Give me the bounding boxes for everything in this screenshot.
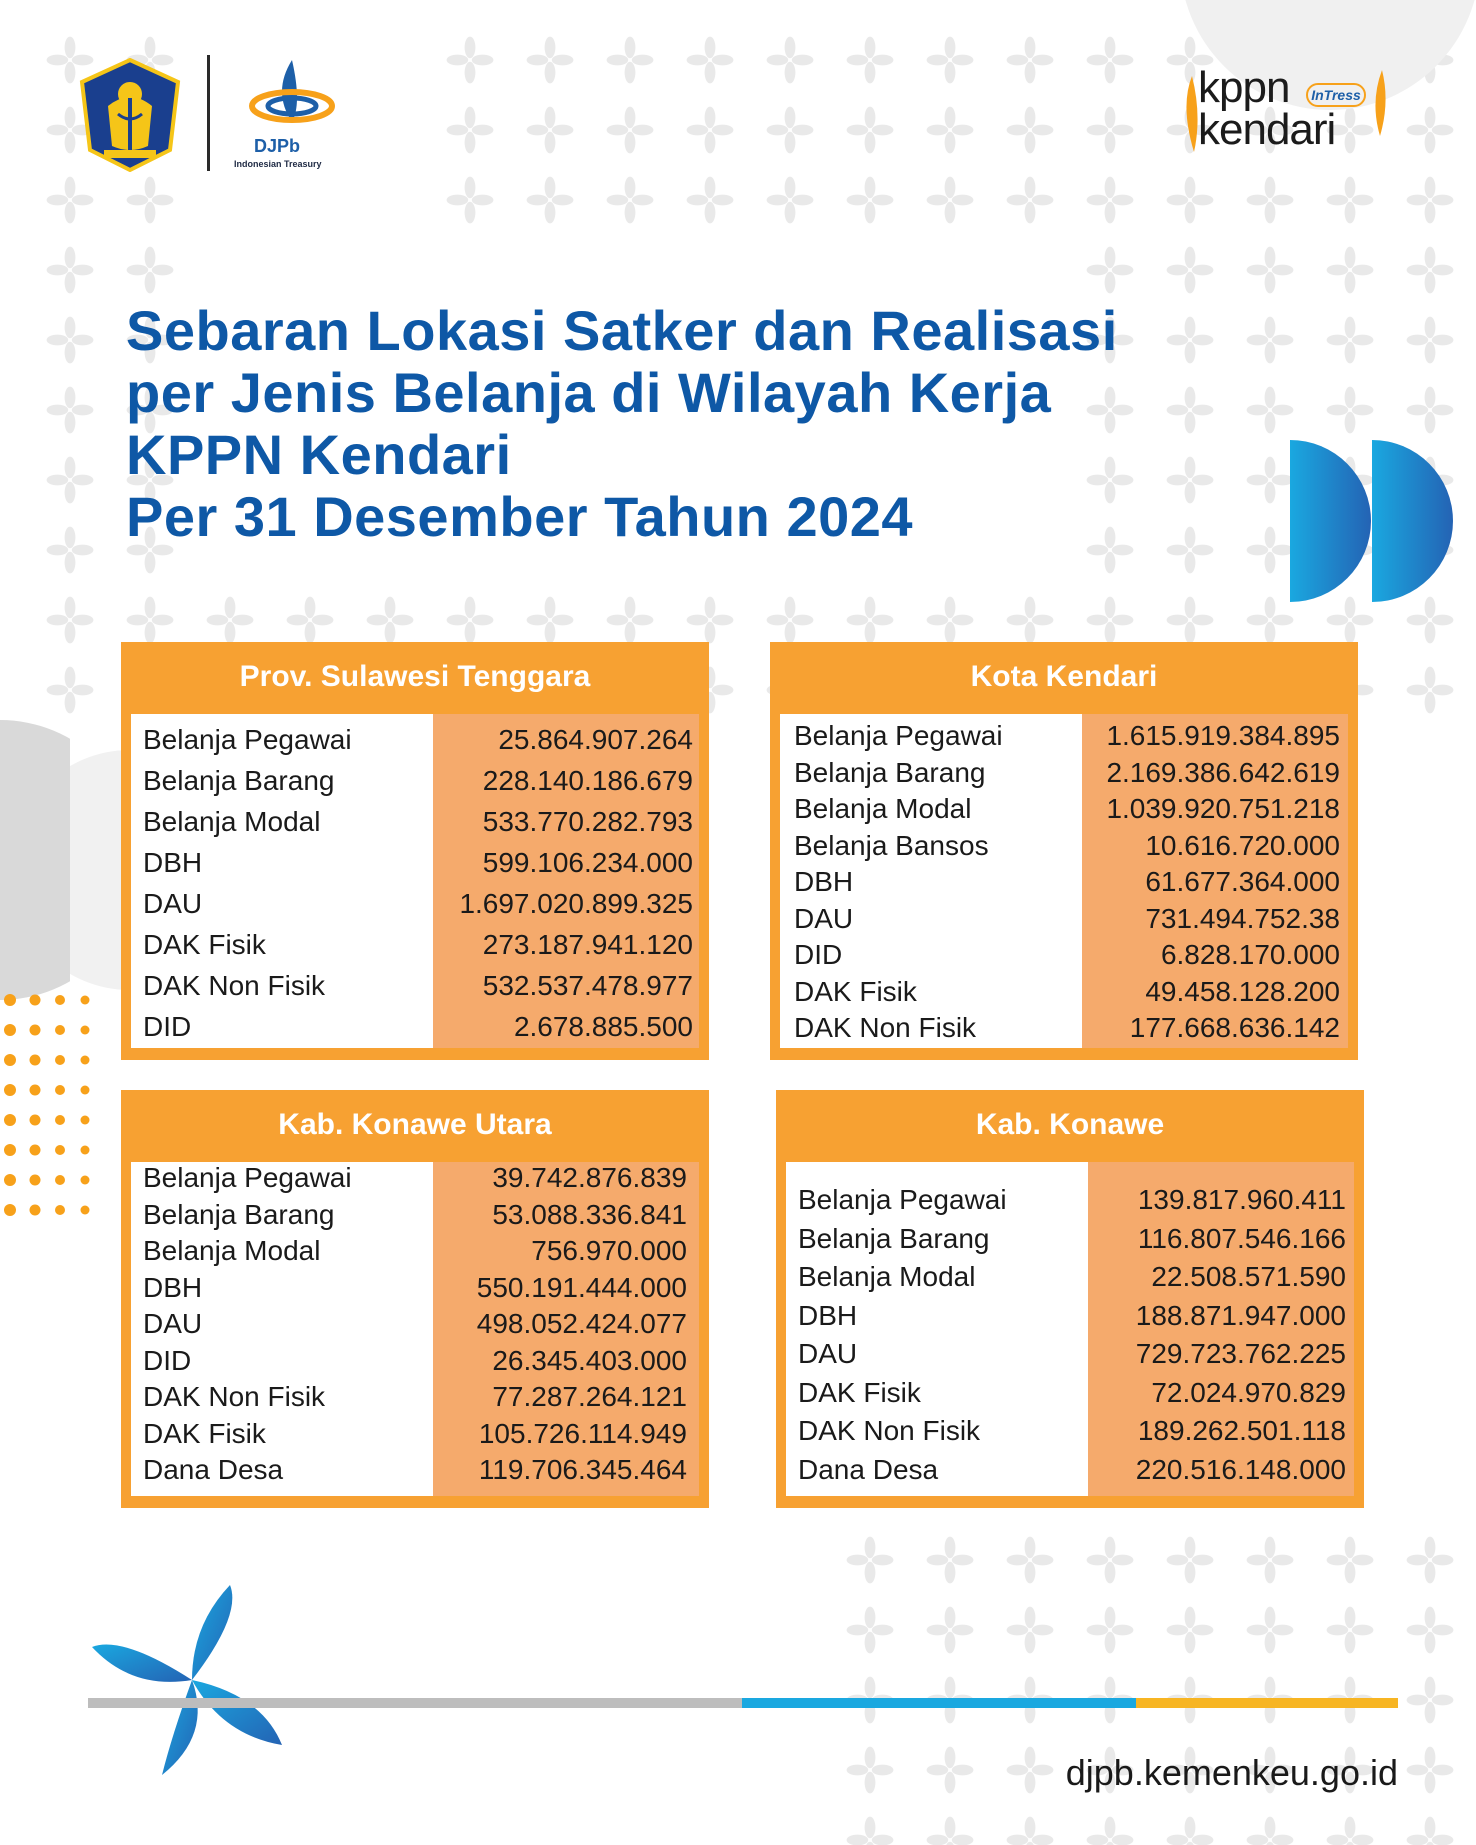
- title-line-2: per Jenis Belanja di Wilayah Kerja: [126, 361, 1052, 424]
- row-label: Belanja Modal: [794, 793, 972, 824]
- row-label: DAK Fisik: [143, 929, 266, 960]
- row-label: Belanja Modal: [143, 1235, 321, 1266]
- row-value: 177.668.636.142: [1129, 1012, 1340, 1043]
- row-value: 1.697.020.899.325: [459, 888, 693, 919]
- row-label: DID: [143, 1011, 192, 1042]
- row-label: Belanja Bansos: [794, 829, 989, 861]
- row-label: Dana Desa: [143, 1454, 284, 1485]
- row-value: 1.039.920.751.218: [1106, 793, 1340, 824]
- row-label: DBH: [143, 847, 203, 878]
- row-value: 105.726.114.949: [478, 1417, 687, 1449]
- decorative-dots: [0, 990, 110, 1390]
- row-label: DAU: [143, 888, 203, 919]
- row-value: 26.345.403.000: [492, 1344, 687, 1376]
- kppn-word: kppn: [1198, 63, 1290, 112]
- row-value: 498.052.424.077: [476, 1308, 687, 1339]
- card-title: Kab. Konawe: [975, 1108, 1165, 1141]
- row-value: 550.191.444.000: [476, 1271, 687, 1303]
- row-value: 188.871.947.000: [1135, 1299, 1346, 1331]
- row-value: 756.970.000: [531, 1235, 687, 1266]
- row-label: DBH: [143, 1271, 203, 1303]
- title-line-4: Per 31 Desember Tahun 2024: [126, 485, 914, 548]
- row-value: 6.828.170.000: [1160, 939, 1340, 970]
- row-value: 2.169.386.642.619: [1106, 756, 1340, 788]
- card-title: Kota Kendari: [970, 660, 1158, 693]
- row-value: 729.723.762.225: [1135, 1338, 1346, 1369]
- row-label: Belanja Modal: [143, 806, 321, 837]
- row-label: Belanja Barang: [798, 1222, 990, 1254]
- row-value: 72.024.970.829: [1151, 1376, 1346, 1408]
- row-label: DBH: [794, 866, 854, 897]
- row-value: 599.106.234.000: [482, 847, 693, 878]
- row-label: Dana Desa: [798, 1453, 939, 1485]
- row-value: 533.770.282.793: [482, 806, 693, 837]
- title-line-3: KPPN Kendari: [126, 423, 512, 486]
- row-label: DAK Non Fisik: [143, 1381, 326, 1412]
- row-label: DAU: [143, 1308, 203, 1339]
- row-value: 731.494.752.38: [1145, 902, 1340, 934]
- logo-divider: [207, 55, 210, 171]
- row-label: DAU: [794, 902, 854, 934]
- row-value: 61.677.364.000: [1145, 866, 1340, 897]
- card-title: Prov. Sulawesi Tenggara: [239, 660, 591, 693]
- row-label: DAK Fisik: [798, 1376, 921, 1408]
- djpb-tagline: Indonesian Treasury: [234, 159, 322, 169]
- row-label: DBH: [798, 1299, 858, 1331]
- card-kab-konawe: [776, 1090, 1364, 1508]
- row-value: 189.262.501.118: [1137, 1415, 1346, 1446]
- row-label: DAK Non Fisik: [143, 970, 326, 1001]
- card-kota-kendari: [770, 642, 1358, 1060]
- decorative-circle: [0, 720, 70, 1000]
- row-value: 49.458.128.200: [1145, 975, 1340, 1007]
- card-title: Kab. Konawe Utara: [278, 1108, 552, 1141]
- row-value: 10.616.720.000: [1145, 829, 1340, 861]
- row-value: 532.537.478.977: [482, 970, 693, 1001]
- djpb-name: DJPb: [254, 136, 301, 156]
- row-value: 228.140.186.679: [482, 765, 693, 796]
- intress-badge: InTress: [1306, 83, 1366, 107]
- row-value: 1.615.919.384.895: [1106, 720, 1340, 751]
- row-label: DAK Non Fisik: [794, 1012, 977, 1043]
- row-label: DAK Fisik: [794, 975, 917, 1007]
- row-label: DID: [143, 1344, 192, 1376]
- card-table: [131, 1162, 699, 1496]
- row-value: 139.817.960.411: [1137, 1184, 1346, 1215]
- card-table: [780, 714, 1348, 1048]
- row-label: DAK Fisik: [143, 1417, 266, 1449]
- footer-bar-gray: [88, 1698, 742, 1708]
- row-value: 273.187.941.120: [482, 929, 693, 960]
- play-shapes-icon: [1290, 440, 1460, 602]
- kemenkeu-logo: [78, 58, 182, 172]
- card-prov-sulawesi-tenggara: [121, 642, 709, 1060]
- row-label: Belanja Barang: [794, 756, 986, 788]
- row-value: 220.516.148.000: [1135, 1453, 1346, 1485]
- row-label: Belanja Pegawai: [798, 1184, 1007, 1215]
- row-value: 25.864.907.264: [498, 724, 693, 755]
- row-label: Belanja Modal: [798, 1261, 976, 1292]
- card-table: [131, 714, 699, 1048]
- row-label: Belanja Pegawai: [143, 724, 352, 755]
- row-value: 39.742.876.839: [492, 1162, 687, 1193]
- flower-icon: [92, 1585, 292, 1775]
- page-title: [126, 300, 1256, 548]
- row-value: 77.287.264.121: [492, 1381, 687, 1412]
- row-label: Belanja Barang: [143, 1198, 335, 1230]
- row-label: Belanja Pegawai: [794, 720, 1003, 751]
- title-line-1: Sebaran Lokasi Satker dan Realisasi: [126, 299, 1118, 362]
- row-value: 116.807.546.166: [1137, 1222, 1346, 1254]
- row-value: 22.508.571.590: [1151, 1261, 1346, 1292]
- row-label: Belanja Barang: [143, 765, 335, 796]
- row-value: 119.706.345.464: [478, 1454, 687, 1485]
- footer-url[interactable]: djpb.kemenkeu.go.id: [1065, 1752, 1398, 1793]
- footer-bar-yellow: [1136, 1698, 1398, 1708]
- row-value: 53.088.336.841: [492, 1198, 687, 1230]
- row-value: 2.678.885.500: [513, 1011, 693, 1042]
- card-table: [786, 1162, 1354, 1496]
- kppn-city: kendari: [1198, 105, 1336, 154]
- row-label: Belanja Pegawai: [143, 1162, 352, 1193]
- footer-bar-blue: [742, 1698, 1136, 1708]
- card-kab-konawe-utara: [121, 1090, 709, 1508]
- row-label: DID: [794, 939, 843, 970]
- row-label: DAU: [798, 1338, 858, 1369]
- row-label: DAK Non Fisik: [798, 1415, 981, 1446]
